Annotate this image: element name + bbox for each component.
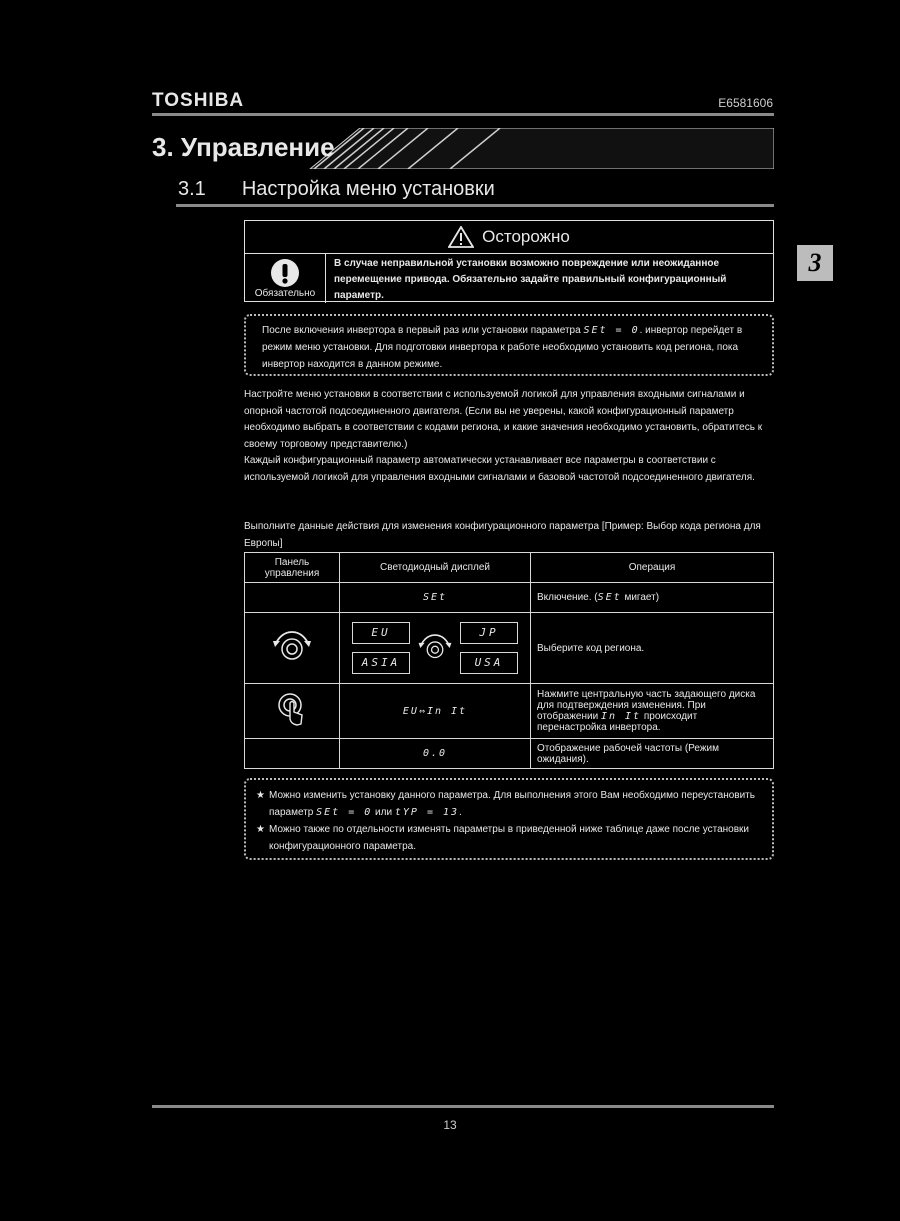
rotate-dial-icon — [270, 629, 314, 665]
star-bullet-icon: ★ — [256, 824, 265, 835]
chapter-tab: 3 — [797, 245, 833, 281]
table-header-row — [245, 553, 774, 583]
region-code-jp: JP — [460, 622, 518, 644]
caution-heading: Осторожно — [482, 227, 570, 246]
table-row — [245, 583, 774, 613]
led-display-value: EU⇔In It — [402, 705, 468, 717]
mandatory-label: Обязательно — [254, 288, 316, 299]
document-number: E6581606 — [718, 96, 773, 110]
page-number: 13 — [443, 1118, 457, 1132]
operation-cell: Выберите код региона. — [531, 613, 774, 684]
star-bullet-icon: ★ — [256, 790, 265, 801]
setup-note-code: SEt = 0 — [583, 325, 640, 336]
footer-rule — [152, 1105, 774, 1108]
intro-paragraph — [244, 387, 774, 486]
supplementary-note — [244, 778, 774, 860]
operation-text-end: происходит перенастройка инвертора. — [537, 711, 698, 733]
note-item-code: SEt = 0 — [316, 807, 373, 818]
note-item — [256, 787, 762, 821]
caution-box — [244, 220, 774, 302]
procedure-intro: Выполните данные действия для изменения конфигурационного параметра [Пример: Выбор кода региона для Европы] — [244, 521, 761, 549]
operation-cell — [531, 583, 774, 613]
procedure-table — [244, 552, 774, 769]
table-row — [245, 684, 774, 739]
panel-cell-press — [245, 684, 340, 739]
operation-cell — [531, 684, 774, 739]
operation-cell: Отображение рабочей частоты (Режим ожидания). — [531, 739, 774, 769]
mandatory-exclamation-icon — [270, 258, 300, 288]
header-rule — [152, 113, 774, 116]
region-code-usa: USA — [460, 652, 518, 674]
panel-cell-empty — [245, 739, 340, 769]
region-code-cell — [340, 613, 531, 684]
warning-triangle-icon — [448, 226, 474, 248]
note-item-text-end: . — [459, 807, 462, 818]
led-display-value: 0.0 — [422, 748, 448, 759]
note-item-text: Можно также по отдельности изменять параметры в приведенной ниже таблице даже после установки конфигурационного параметра. — [269, 824, 750, 852]
intro-paragraph-1: Настройте меню установки в соответствии с используемой логикой для управления входными сигналами и опорной частотой подсоединенного двигателя. (Если вы не уверены, какой конфигурационный параметр необходимо выбрать в соответствии с кодами региона, и какие значения необходимо установить, обратитесь к своему торговому представителю.) — [244, 389, 763, 450]
note-item — [256, 821, 762, 855]
section-title — [178, 178, 495, 201]
section-number: 3.1 — [178, 178, 206, 200]
setup-note-text-end: . инвертор перейдет в режим меню установки. Для подготовки инвертора к работе необходимо установить код региона, пока инвертор находится в данном режиме. — [262, 325, 743, 370]
operation-text: Нажмите центральную часть задающего диска для подтверждения изменения. При отображении — [537, 689, 756, 722]
note-item-text-mid: или — [372, 807, 395, 818]
panel-cell-dial — [245, 613, 340, 684]
section-rule — [176, 204, 774, 207]
table-row — [245, 739, 774, 769]
region-code-eu: EU — [352, 622, 410, 644]
caution-header — [245, 221, 773, 254]
operation-text: Включение. ( — [537, 592, 598, 603]
chapter-title-band — [300, 128, 774, 169]
intro-paragraph-2: Каждый конфигурационный параметр автоматически устанавливает все параметры в соответствии с используемой логикой для управления входными сигналами и базовой частотой подсоединенного двигателя. — [244, 455, 755, 483]
operation-text-end: мигает) — [621, 592, 660, 603]
table-row — [245, 613, 774, 684]
region-code-asia: ASIA — [352, 652, 410, 674]
header-operation: Операция — [531, 553, 774, 583]
header-display: Светодиодный дисплей — [340, 553, 531, 583]
setup-note-text-start: После включения инвертора в первый раз или установки параметра — [262, 325, 584, 336]
operation-code: SEt — [597, 592, 622, 603]
setup-note — [244, 314, 774, 376]
chapter-title: 3. Управление — [152, 132, 335, 162]
section-title-text: Настройка меню установки — [241, 178, 495, 200]
note-item-code: tYP = 13 — [394, 807, 460, 818]
panel-cell-empty — [245, 583, 340, 613]
operation-code: In It — [600, 711, 642, 722]
press-dial-icon — [275, 691, 309, 729]
led-display-value: SEt — [422, 592, 448, 603]
brand-logo: TOSHIBA — [152, 90, 245, 111]
note-item-text: Можно изменить установку данного параметра. Для выполнения этого Вам необходимо переустановить параметр — [269, 790, 755, 818]
mandatory-cell — [245, 254, 326, 303]
caution-text: В случае неправильной установки возможно повреждение или неожиданное перемещение привода. Обязательно задайте правильный конфигурационный параметр. — [334, 258, 727, 301]
rotate-dial-small-icon — [416, 632, 454, 664]
header-panel: Панель управления — [245, 553, 340, 583]
